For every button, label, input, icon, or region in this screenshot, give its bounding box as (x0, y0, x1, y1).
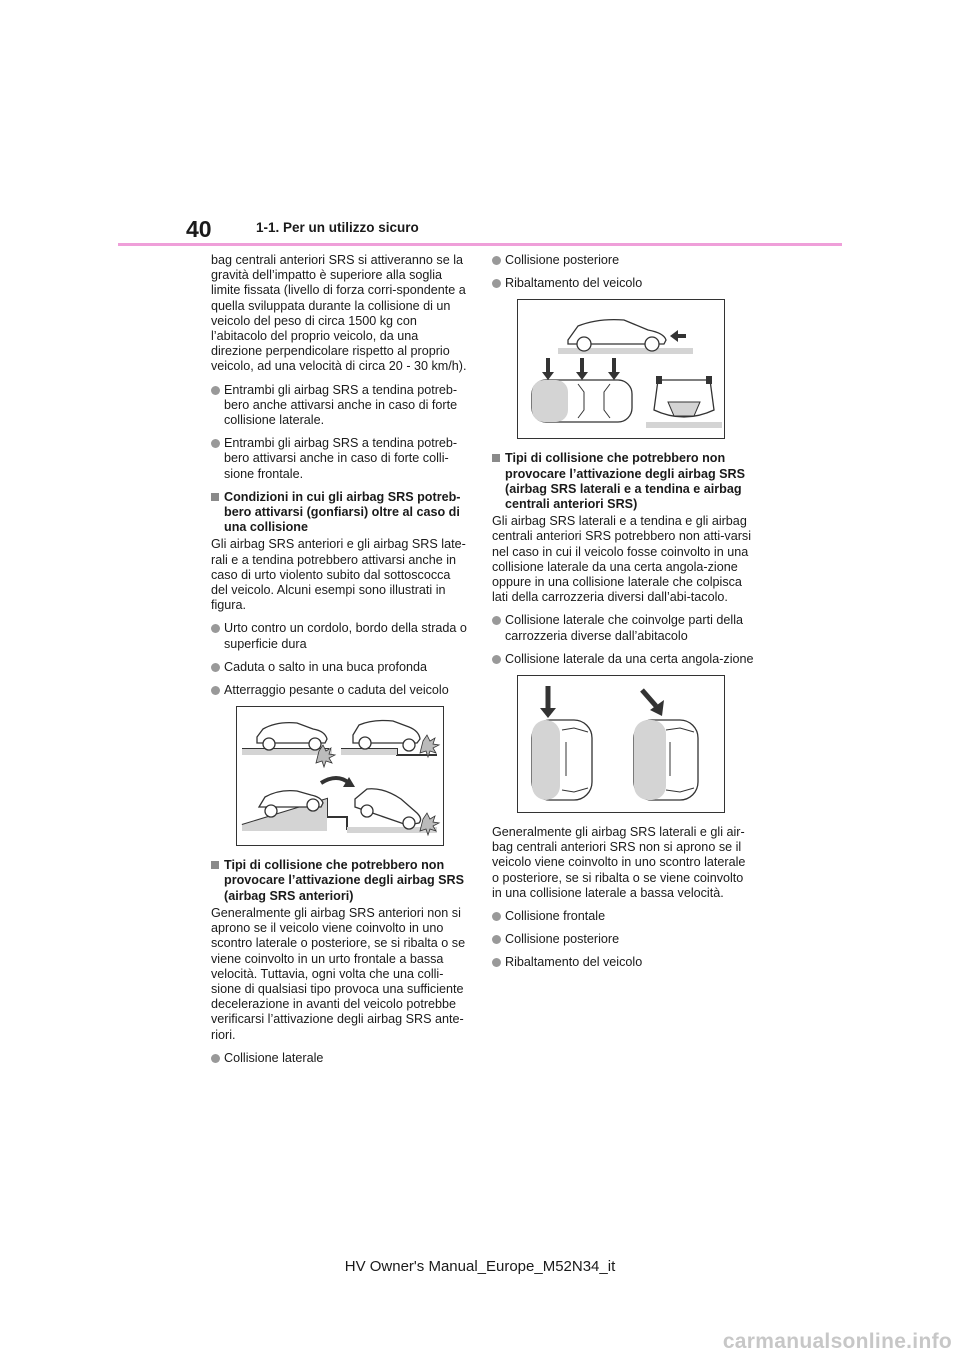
angled-side-collision-illustration (517, 675, 725, 813)
body-paragraph: Gli airbag SRS anteriori e gli airbag SRS late-rali e a tendina potrebbero attivarsi anche in caso di urto violento subito dal sottoscocca del veicolo. Alcuni esempi sono illustrati in figura. (211, 537, 466, 613)
section-title: 1-1. Per un utilizzo sicuro (256, 220, 419, 235)
list-item: Entrambi gli airbag SRS a tendina potreb-bero anche attivarsi anche in caso di forte collisione laterale. (211, 383, 467, 429)
square-bullet-icon (492, 454, 500, 462)
section-heading: Tipi di collisione che potrebbero non provocare l’attivazione degli airbag SRS (airbag SRS laterali e a tendina e airbag centrali anteriori SRS) (492, 451, 754, 512)
list-item: Collisione frontale (492, 909, 754, 924)
square-bullet-icon (211, 493, 219, 501)
list-item: Collisione laterale da una certa angola-zione (492, 652, 754, 667)
watermark[interactable]: carmanualsonline.info (722, 1330, 952, 1353)
body-paragraph: Generalmente gli airbag SRS anteriori non si aprono se il veicolo viene coinvolto in uno scontro laterale o posteriore, se si ribalta o se viene coinvolto in un urto frontale a bassa velocità. Tuttavia, ogni volta che una colli-sione di qualsiasi tipo provoca una sufficiente decelerazione in avanti del veicolo potrebbe verificarsi l’attivazione degli airbag SRS ante-riori. (211, 905, 466, 1042)
bullet-icon (492, 912, 501, 921)
list-item: Collisione posteriore (492, 932, 754, 947)
list-item: Ribaltamento del veicolo (492, 955, 754, 970)
bullet-icon (211, 663, 220, 672)
list-item: Caduta o salto in una buca profonda (211, 660, 467, 675)
bullet-icon (492, 256, 501, 265)
list-item: Collisione laterale che coinvolge parti della carrozzeria diverse dall’abitacolo (492, 613, 754, 643)
list-item: Collisione laterale (211, 1051, 467, 1066)
list-item: Entrambi gli airbag SRS a tendina potreb-bero attivarsi anche in caso di forte colli-sione frontale. (211, 436, 467, 482)
rear-collision-rollover-illustration (517, 299, 725, 439)
page-number: 40 (186, 216, 212, 242)
list-item: Collisione posteriore (492, 253, 754, 268)
section-heading: Tipi di collisione che potrebbero non provocare l’attivazione degli airbag SRS (airbag SRS anteriori) (211, 858, 467, 904)
bullet-icon (492, 935, 501, 944)
square-bullet-icon (211, 861, 219, 869)
header-rule (118, 243, 842, 246)
bullet-icon (492, 279, 501, 288)
left-column (211, 253, 467, 1074)
section-heading: Condizioni in cui gli airbag SRS potreb-bero attivarsi (gonfiarsi) oltre al caso di una collisione (211, 490, 467, 536)
intro-paragraph: bag centrali anteriori SRS si attiveranno se la gravità dell’impatto è superiore alla soglia limite fissata (livello di forza corri-spondente a quella sviluppata durante la collisione di un veicolo del peso di circa 1500 kg con l’abitacolo del proprio veicolo, da una direzione perpendicolare rispetto al proprio veicolo, ad una velocità di circa 20 - 30 km/h). (211, 253, 467, 374)
body-paragraph: Generalmente gli airbag SRS laterali e gli air-bag centrali anteriori SRS non si aprono se il veicolo viene coinvolto in uno scontro laterale o posteriore, se si ribalta o se viene coinvolto in una collisione laterale a bassa velocità. (492, 825, 746, 900)
bullet-icon (211, 686, 220, 695)
bullet-icon (211, 1054, 220, 1063)
undercarriage-impact-illustration (236, 706, 444, 846)
right-column (492, 253, 754, 979)
list-item: Atterraggio pesante o caduta del veicolo (211, 683, 467, 698)
bullet-icon (492, 958, 501, 967)
bullet-icon (211, 624, 220, 633)
list-item: Ribaltamento del veicolo (492, 276, 754, 291)
list-item: Urto contro un cordolo, bordo della strada o superficie dura (211, 621, 467, 651)
bullet-icon (211, 439, 220, 448)
bullet-icon (211, 386, 220, 395)
bullet-icon (492, 655, 501, 664)
body-paragraph: Gli airbag SRS laterali e a tendina e gli airbag centrali anteriori SRS potrebbero non atti-varsi nel caso in cui il veicolo fosse coinvolto in una collisione laterale da una certa angola-zione oppure in una collisione laterale che colpisca lati della carrozzeria diversi dall’abi-tacolo. (492, 514, 751, 605)
footer-manual-name: HV Owner's Manual_Europe_M52N34_it (344, 1258, 616, 1275)
bullet-icon (492, 616, 501, 625)
